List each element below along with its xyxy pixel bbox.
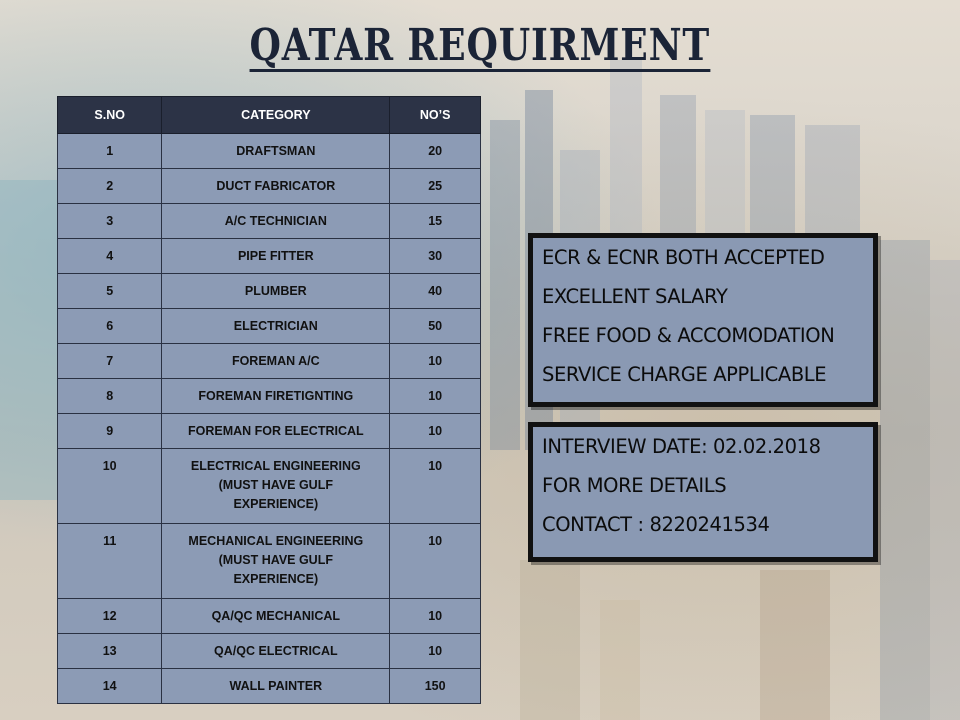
cell-sno: 1 (58, 134, 162, 169)
cell-sno: 3 (58, 204, 162, 239)
category-line: (MUST HAVE GULF (218, 553, 333, 567)
cell-sno: 5 (58, 274, 162, 309)
table-row (58, 169, 481, 204)
requirement-table (57, 96, 481, 704)
cell-sno: 12 (58, 599, 162, 634)
cell-sno: 7 (58, 344, 162, 379)
cell-category: PIPE FITTER (162, 239, 390, 274)
cell-category (162, 449, 390, 524)
cell-sno: 11 (58, 524, 162, 599)
table-header-row (58, 97, 481, 134)
cell-nos: 50 (390, 309, 481, 344)
category-line: EXPERIENCE) (233, 497, 319, 511)
cell-category: ELECTRICIAN (162, 309, 390, 344)
table-row (58, 134, 481, 169)
cell-nos: 25 (390, 169, 481, 204)
cell-category: PLUMBER (162, 274, 390, 309)
cell-sno: 13 (58, 634, 162, 669)
table-row (58, 599, 481, 634)
cell-sno: 9 (58, 414, 162, 449)
header-nos: NO’S (390, 97, 481, 134)
benefits-box (528, 233, 878, 407)
cell-sno: 10 (58, 449, 162, 524)
table-row (58, 669, 481, 704)
table-row (58, 274, 481, 309)
cell-sno: 4 (58, 239, 162, 274)
cell-nos: 10 (390, 599, 481, 634)
category-line: MECHANICAL ENGINEERING (188, 534, 364, 548)
cell-nos: 10 (390, 634, 481, 669)
cell-nos: 10 (390, 379, 481, 414)
category-line: (MUST HAVE GULF (218, 478, 333, 492)
contact-box (528, 422, 878, 562)
benefit-food-accommodation: FREE FOOD & ACCOMODATION (542, 324, 835, 347)
table-row (58, 204, 481, 239)
cell-sno: 8 (58, 379, 162, 414)
table-row (58, 524, 481, 599)
cell-category: QA/QC ELECTRICAL (162, 634, 390, 669)
cell-nos: 10 (390, 449, 481, 524)
header-category: CATEGORY (162, 97, 390, 134)
cell-nos: 15 (390, 204, 481, 239)
table-row (58, 344, 481, 379)
cell-nos: 10 (390, 524, 481, 599)
cell-nos: 30 (390, 239, 481, 274)
cell-category: WALL PAINTER (162, 669, 390, 704)
contact-number: CONTACT : 8220241534 (542, 513, 770, 536)
cell-nos: 20 (390, 134, 481, 169)
cell-category: DUCT FABRICATOR (162, 169, 390, 204)
cell-nos: 10 (390, 414, 481, 449)
cell-sno: 6 (58, 309, 162, 344)
more-details-label: FOR MORE DETAILS (542, 474, 727, 497)
category-line: EXPERIENCE) (233, 572, 319, 586)
cell-category: FOREMAN FOR ELECTRICAL (162, 414, 390, 449)
table-row (58, 379, 481, 414)
benefit-ecr-ecnr: ECR & ECNR BOTH ACCEPTED (542, 246, 825, 269)
cell-category: DRAFTSMAN (162, 134, 390, 169)
table-row (58, 634, 481, 669)
cell-nos: 10 (390, 344, 481, 379)
cell-category (162, 524, 390, 599)
category-line: ELECTRICAL ENGINEERING (190, 459, 361, 473)
cell-category: FOREMAN FIRETIGNTING (162, 379, 390, 414)
cell-nos: 150 (390, 669, 481, 704)
interview-date: INTERVIEW DATE: 02.02.2018 (542, 435, 821, 458)
table-row (58, 414, 481, 449)
table-row (58, 239, 481, 274)
benefit-salary: EXCELLENT SALARY (542, 285, 728, 308)
table-row (58, 449, 481, 524)
benefit-service-charge: SERVICE CHARGE APPLICABLE (542, 363, 827, 386)
cell-sno: 2 (58, 169, 162, 204)
cell-sno: 14 (58, 669, 162, 704)
cell-category: FOREMAN A/C (162, 344, 390, 379)
page-title: QATAR REQUIRMENT (249, 20, 711, 71)
cell-nos: 40 (390, 274, 481, 309)
table-row (58, 309, 481, 344)
cell-category: A/C TECHNICIAN (162, 204, 390, 239)
cell-category: QA/QC MECHANICAL (162, 599, 390, 634)
header-sno: S.NO (58, 97, 162, 134)
